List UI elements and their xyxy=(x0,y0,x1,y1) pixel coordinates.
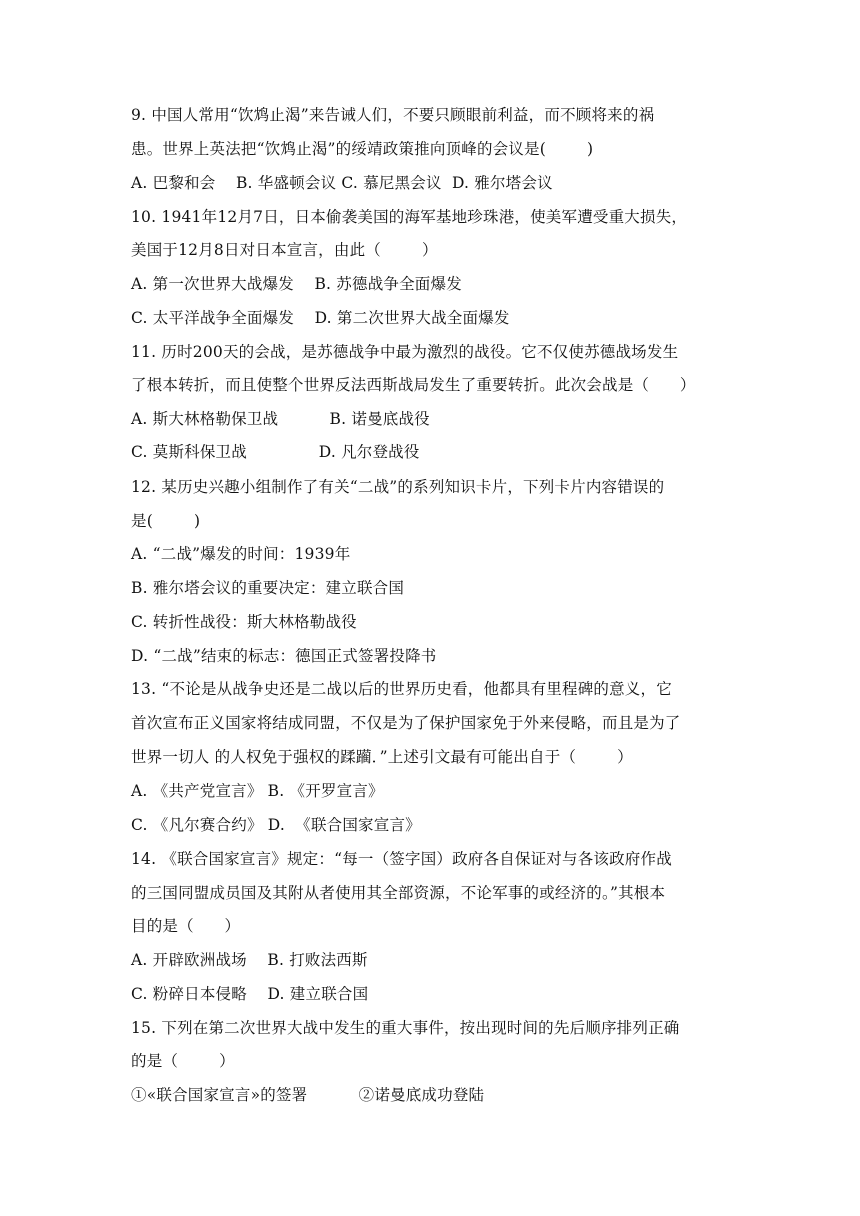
q14-line-2: 的三国同盟成员国及其附从者使用其全部资源，不论军事的或经济的。”其根本 xyxy=(131,884,666,902)
q10-line-1: 10. 1941年12月7日，日本偷袭美国的海军基地珍珠港，使美军遭受重大损失， xyxy=(131,208,688,226)
q12-line-1: 12. 某历史兴趣小组制作了有关“二战”的系列知识卡片，下列卡片内容错误的 xyxy=(131,478,665,496)
q10-line-2: 美国于12月8日对日本宣言，由此（ ） xyxy=(131,241,438,259)
q10-options-ab: A. 第一次世界大战爆发 B. 苏德战争全面爆发 xyxy=(131,275,462,293)
q13-options-cd: C. 《凡尔赛合约》 D. 《联合国家宣言》 xyxy=(131,816,421,834)
q9-line-2: 患。世界上英法把“饮鸩止渴”的绥靖政策推向顶峰的会议是( ) xyxy=(131,140,594,158)
q14-line-3: 目的是（ ） xyxy=(131,917,241,935)
q13-line-2: 首次宣布正义国家将结成同盟，不仅是为了保护国家免于外来侵略，而且是为了 xyxy=(131,714,681,732)
q15-items: ①«联合国家宣言»的签署 ②诺曼底成功登陆 xyxy=(131,1086,485,1104)
q9-options: A. 巴黎和会 B. 华盛顿会议 C. 慕尼黑会议 D. 雅尔塔会议 xyxy=(131,174,553,192)
q15-line-1: 15. 下列在第二次世界大战中发生的重大事件，按出现时间的先后顺序排列正确 xyxy=(131,1019,680,1037)
q12-option-b: B. 雅尔塔会议的重要决定：建立联合国 xyxy=(131,579,405,597)
q13-line-1: 13. “不论是从战争史还是二战以后的世界历史看，他都具有里程碑的意义，它 xyxy=(131,680,672,698)
q11-options-ab: A. 斯大林格勒保卫战 B. 诺曼底战役 xyxy=(131,410,430,428)
q12-option-d: D. “二战”结束的标志：德国正式签署投降书 xyxy=(131,647,437,665)
q15-line-2: 的是（ ） xyxy=(131,1052,235,1070)
q12-option-a: A. “二战”爆发的时间：1939年 xyxy=(131,545,351,563)
q11-line-1: 11. 历时200天的会战，是苏德战争中最为激烈的战役。它不仅使苏德战场发生 xyxy=(131,343,679,361)
q12-line-2: 是( ) xyxy=(131,512,201,530)
q14-options-cd: C. 粉碎日本侵略 D. 建立联合国 xyxy=(131,985,369,1003)
q10-options-cd: C. 太平洋战争全面爆发 D. 第二次世界大战全面爆发 xyxy=(131,309,510,327)
q14-line-1: 14. 《联合国家宣言》规定：“每一（签字国）政府各自保证对与各该政府作战 xyxy=(131,850,672,868)
q14-options-ab: A. 开辟欧洲战场 B. 打败法西斯 xyxy=(131,951,368,969)
q9-line-1: 9. 中国人常用“饮鸩止渴”来告诫人们，不要只顾眼前利益，而不顾将来的祸 xyxy=(131,106,655,124)
q13-options-ab: A. 《共产党宣言》 B. 《开罗宣言》 xyxy=(131,782,384,800)
q11-line-2: 了根本转折，而且使整个世界反法西斯战局发生了重要转折。此次会战是（ ） xyxy=(131,376,696,394)
q11-options-cd: C. 莫斯科保卫战 D. 凡尔登战役 xyxy=(131,443,420,461)
q12-option-c: C. 转折性战役：斯大林格勒战役 xyxy=(131,613,357,631)
q13-line-3: 世界一切人 的人权免于强权的蹂躏．”上述引文最有可能出自于（ ） xyxy=(131,748,633,766)
